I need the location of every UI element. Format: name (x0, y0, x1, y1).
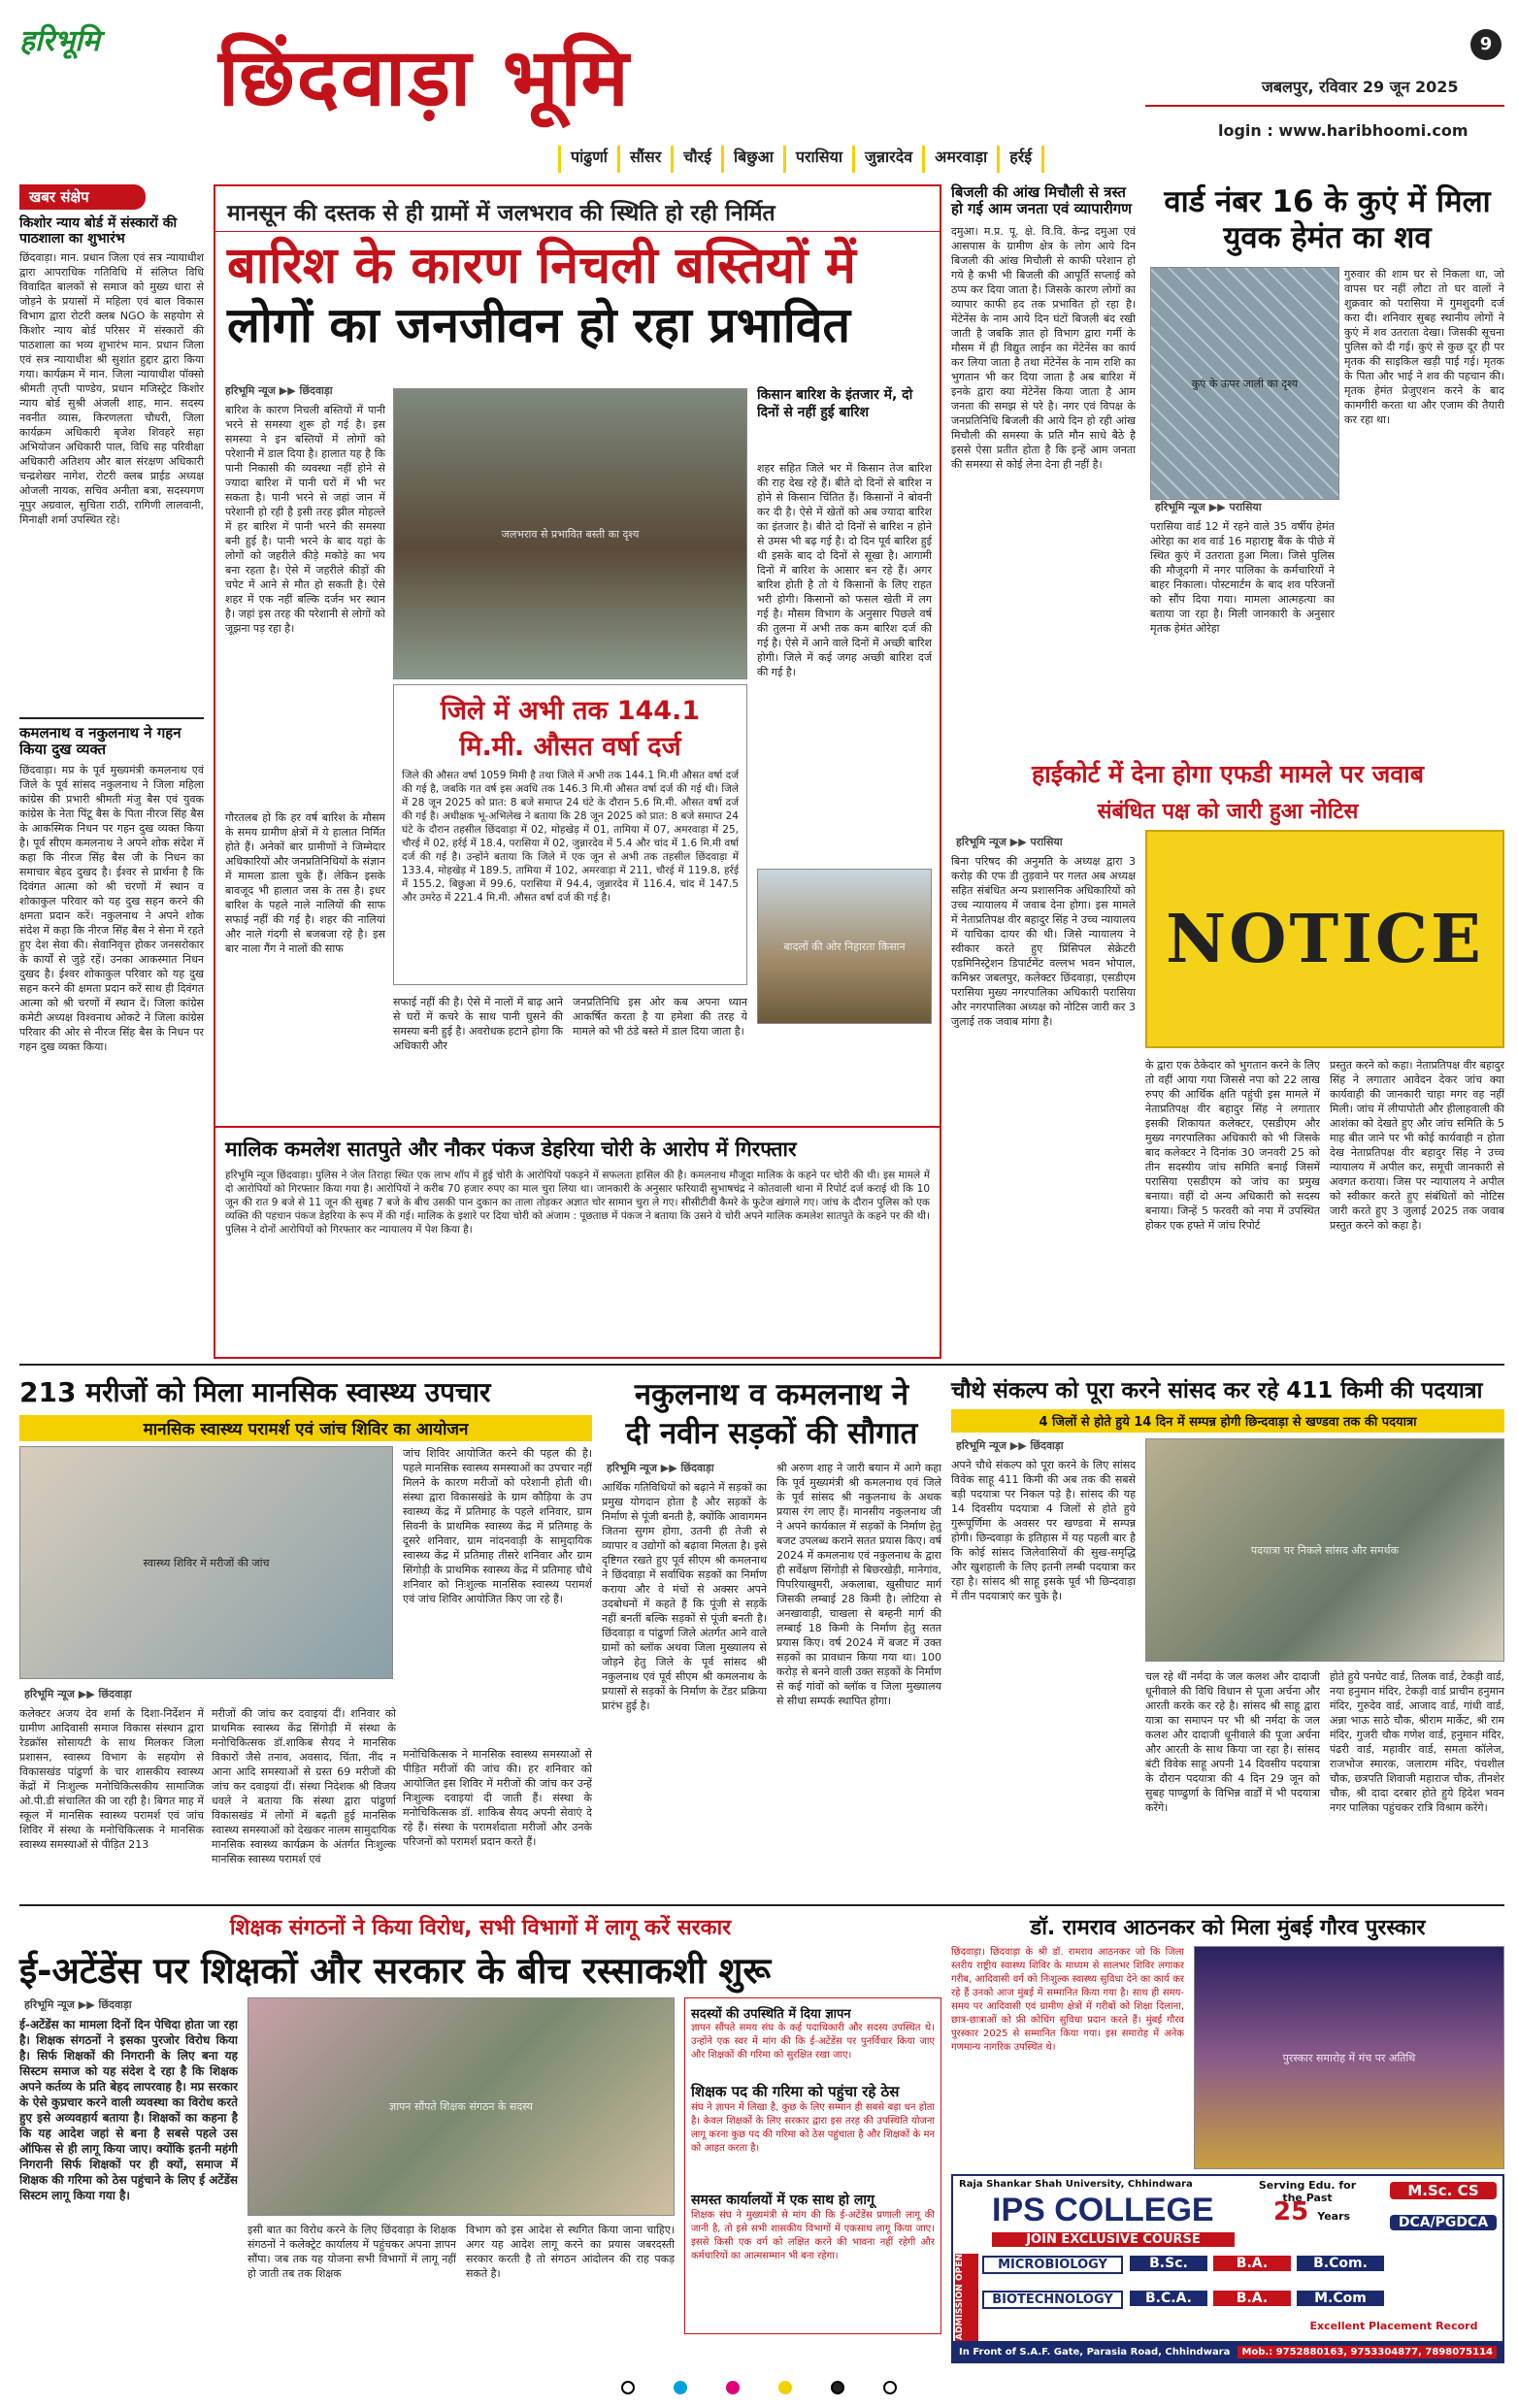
teacher-kicker: शिक्षक संगठनों ने किया विरोध, सभी विभागों में लागू करें सरकार (229, 1916, 732, 1940)
brief-item1-headline: किशोर न्याय बोर्ड में संस्कारों की पाठशाला का शुभारंभ (19, 215, 178, 247)
rainfall-box-headline-2: मि.मी. औसत वर्षा दर्ज (459, 732, 681, 762)
mental-body-1: जांच शिविर आयोजित करने की पहल की है। पहले मानसिक स्वास्थ्य समस्याओं का उपचार नहीं मिलने के कारण मरीजों को परेशानी होती थी। संस्था द्वारा विकासखंडे के ग्राम कौड़िया के उप स्वास्थ्य केंद्र में प्रतिमाह के पहले शनिवार, ग्राम सिवनी के प्राथमिक स्वास्थ्य केंद्र में प्रतिमाह के दूसरे शनिवार, ग्राम नांदनवाड़ी के सामुदायिक स्वास्थ्य केंद्र में प्रतिमाह तीसरे शनिवार और ग्राम सिंगोड़ी के प्राथमिक स्वास्थ्य केंद्र में प्रतिमाह चौथे शनिवार को निःशुल्क मानसिक स्वास्थ्य परामर्श एवं जांच शिविर आयोजित किए जा रहे हैं। (403, 1447, 592, 1605)
teacher-body-3: विभाग को इस आदेश से स्थगित किया जाना चाहिए। अगर यह आदेश लागू करने का प्रयास जबरदस्ती सरकार करती है तो संगठन आंदोलन की राह पकड़ सकते है। (466, 2224, 675, 2280)
brief-item2-body: छिंदवाड़ा। मप्र के पूर्व मुख्यमंत्री कमलनाथ एवं जिले के पूर्व सांसद नकुलनाथ ने जिला महिला कांग्रेस की प्रभारी श्रीमती मंजु बैस एवं युवक कांग्रेस के नेता पिंटू बैस के पिता नीरज सिंह बैस के आकस्मिक निधन पर गहन दुख व्यक्त किया है। पूर्व सीएम कमलनाथ ने अपने शोक संदेश में कहा कि नीरज सिंह बैस जी के निधन का समाचार बेहद दुखद है। ईश्वर से प्रार्थना है कि दिवंगत आत्मा को श्री चरणों में स्थान व शोकाकुल परिवार को यह दुख सहन करने की क्षमता प्रदान करें। नकुलनाथ ने अपने शोक संदेश में कहा कि नीरज सिंह बैस ने सेना में रहते हुए देश सेवा की। सेवानिवृत्त होकर जनसरोकार के कार्यों से जुड़े रहें। उनका आकस्मात निधन दुखद है। ईश्वर शोकाकुल परिवार को यह दुख सहन करने की क्षमता प्रदान करें साथ ही दिवंगत आत्मा को श्री चरणों में स्थान दें। जिला कांग्रेस कमेटी अध्यक्ष विश्वनाथ ओकटे ने जिला कांग्रेस परिवार की ओर से नीरज सिंह बैस के निधन पर गहन दुख व्यक्त किया। (19, 763, 204, 1053)
teacher-box-headline-3: समस्त कार्यालयों में एक साथ हो लागू (691, 2193, 874, 2208)
mental-photo-caption: स्वास्थ्य शिविर में मरीजों की जांच (143, 1556, 270, 1569)
well-byline: हरिभूमि न्यूज ▶▶ परासिया (1155, 501, 1262, 513)
padyatra-body-3: होते हुये पनघेट वार्ड, तिलक वार्ड, टेकड़ी वार्ड, नया हनुमान मंदिर, टेकड़ी वार्ड प्राचीन हनुमान मंदिर, गुरुदेव वार्ड, आजाद वार्ड, गांधी वार्ड, अन्ना भाऊ साठे चौक, श्रीराम मार्केट, श्री राम मंदिर, गुजरी चौक गणेश वार्ड, हनुमान मंदिर, पंढरी वार्ड, महावीर वार्ड, समता कॉलेज, राजभोज स्मारक, जलाराम मंदिर, पंचशील चौक, छत्रपति शिवाजी महाराज चौक, तीनशेर चौक, श्री दादा दरबार होते हुये हिदेश भवन नगर पालिका पहुंचकर रात्रि विश्राम करेंगे। (1330, 1670, 1504, 1814)
section-rule-1 (19, 1364, 1504, 1366)
padyatra-byline: हरिभूमि न्यूज ▶▶ छिंदवाड़ा (956, 1439, 1064, 1452)
mental-subhead: मानसिक स्वास्थ्य परामर्श एवं जांच शिविर का आयोजन (19, 1415, 592, 1441)
teacher-box-body-2: संघ ने ज्ञापन में लिखा है, कुछ के लिए सम्मान ही सबसे बड़ा धन होता है। केवल शिक्षकों के लिए सरकार द्वारा इस तरह की उपस्थिति योजना लागू करना कुछ पद की गरिमा को ठेस पहुंचाता है और शिक्षकों के मन को आहत करता है। (691, 2102, 935, 2154)
town-5: परासिया (783, 146, 852, 173)
teacher-box-body-1: ज्ञापन सौंपते समय संघ के कई पदाधिकारी और सदस्य उपस्थित थे। उन्होंने एक स्वर में मांग की कि ई-अटेंडेंस पर पुनर्विचार किया जाए और शिक्षकों की गरिमा को सुरक्षित रखा जाए। (691, 2023, 935, 2061)
highcourt-body-3: प्रस्तुत करने को कहा। नेताप्रतिपक्ष वीर बहादुर सिंह ने लगातार आवेदन देकर जांच क्या कार्यवाही की जानकारी चाहा मगर वह नहीं मिली। जांच में लीपापोती और हीलाहवाली की आशंका को देखते हुए और जांच समिति के 5 माह बीत जाने पर भी कोई कार्यवाही न होता देख नेताप्रतिपक्ष वीर बहादुर सिंह ने उच्च न्यायालय में अपील कर, समूची जानकारी से अवगत कराया। जिस पर न्यायालय ने अपील को स्वीकार करते हुए संबंधितों को नोटिस जारी करते हुए 3 जुलाई 2025 तक जवाब प्रस्तुत करने को कहा है। (1330, 1059, 1504, 1232)
award-headline: डॉ. रामराव आठनकर को मिला मुंबई गौरव पुरस्कार (1030, 1916, 1426, 1940)
teacher-box-body-3: शिक्षक संघ ने मुख्यमंत्री से मांग की कि ई-अटेंडेंस प्रणाली लागू की जानी है, तो इसे सभी शासकीय विभागों में एकसाथ लागू किया जाए। इससे किसी एक वर्ग को लक्षित करने की भावना नहीं रहेगी और कर्मचारियों का आत्मसम्मान भी बना रहेगा। (691, 2210, 935, 2261)
notice-word: NOTICE (1166, 900, 1484, 978)
town-4: बिछुआ (721, 146, 783, 173)
teacher-box-headline-2: शिक्षक पद की गरिमा को पहुंचा रहे ठेस (691, 2083, 900, 2100)
well-photo-caption: कुएं के ऊपर जाली का दृश्य (1191, 377, 1299, 390)
brief-item2-headline: कमलनाथ व नकुलनाथ ने गहन किया दुख व्यक्त (19, 724, 182, 759)
padyatra-photo-caption: पदयात्रा पर निकले सांसद और समर्थक (1250, 1543, 1400, 1557)
electricity-body: दमुआ। म.प्र. पू. क्षे. वि.वि. केन्द्र दमुआ एवं आसपास के ग्रामीण क्षेत्र के लोग आये दिन बिजली की आंख मिचौली से काफी परेशान हो गये है कभी भी बिजली की आपूर्ति सप्लाई को ठप्प कर दिया जाता है। जिसके कारण लोगों का व्यापार काफी हद तक प्रभावित हो रहा है। मेंटेनेंस के नाम आये दिन घंटों बिजली बंद रखी जाती है जबकि ज्ञात हो विभाग द्वारा गर्मी के मौसम में ही विद्युत लाईन का मेंटेनेंस का कार्य कर लिया जाता है तथा मेंटेनेंस के नाम राशि का भुगतान भी कर दिया जाता है अब बारिश में इनके द्वारा क्या मेंटेनेंस किया जाता है आम जनता की समझ से परे है। नगर एवं विपक्ष के जनप्रतिनिधि बिजली की आये दिन हो रही आंख मिचौली की समस्या के प्रति मौन साधे बैठे है इससे ऐसा प्रतीत होता है कि इन्हें आम जनता की समस्या से कोई लेना देना ही नहीं है। (951, 224, 1136, 471)
ad-serving: Serving Edu. for the Past (1258, 2179, 1357, 2204)
ad-degree-bcom: B.Com. (1297, 2256, 1384, 2271)
padyatra-body-2: चल रहे थीं नर्मदा के जल कलश और दादाजी धूनीवाले की विधि विधान से पूजा अर्चना और आरती करके कर रहे है। सांसद श्री साहू द्वारा यात्रा का समापन पर भी श्री नर्मदा के जल कलश और दादाजी धूनीवाले की पूजा अर्चना और आरती के साथ किया जा रहा है। सांसद बंटी विवेक साहू अपनी 14 दिवसीय पदयात्रा के दौरान पदयात्रा की 4 दिन 29 जून को सुबह पाण्ढुर्णा के विभिन्न वार्डों में भी पदयात्रा करेंगे। (1145, 1670, 1320, 1814)
town-7: अमरवाड़ा (922, 146, 997, 173)
roads-body-1: आर्थिक गतिविधियों को बढ़ाने में सड़कों का प्रमुख योगदान होता है और सड़कों के निर्माण से पूंजी बनती है, क्योंकि आवागमन जितना सुगम होगा, उतनी ही तेजी से व्यापार व उद्योगों को बढ़ावा मिलता है। इसे दृष्टिगत रखते हुए पूर्व सीएम श्री कमलनाथ ने छिंदवाड़ा में सर्वाधिक सड़कों का निर्माण कराया और वे मंचों से अक्सर अपने उदबोधनों में कहते हैं कि पूंजी से सड़कें नहीं बनतीं बल्कि सड़कों से पूंजी बनती है। छिंदवाड़ा व पांढुर्णा जिले अंतर्गत आने वाले ग्रामों को ब्लॉक अथवा जिला मुख्यालय से जोड़ने हेतु जिले के पूर्व सांसद श्री नकुलनाथ एवं पूर्व सीएम श्री कमलनाथ के प्रयासों से सड़कों के निर्माण के टेंडर प्रक्रिया प्रारंभ हुई है। (602, 1481, 767, 1712)
ad-placement: Excellent Placement Record (1309, 2320, 1478, 2332)
registration-mark-icon (883, 2381, 897, 2394)
theft-body: हरिभूमि न्यूज छिंदवाड़ा। पुलिस ने जेल तिराहा स्थित एक लाभ शॉप में हुई चोरी के आरोपियों पकड़ने में सफलता हासिल की है। कमलनाथ मौजूदा मालिक के कहने पर चोरी की थी। इस मामले में दो आरोपियों को गिरफ्तार किया गया है। आरोपियों ने करीब 70 हजार रुपए का माल चुरा लिया था। जानकारी के अनुसार फरियादी सुभाषचंद्र ने कोतवाली थाना में रिपोर्ट दर्ज कराई थी कि 10 जून की रात 9 बजे से 11 जून की सुबह 7 बजे के बीच उसकी पान दुकान का ताला तोड़कर अज्ञात चोर सामान चुरा ले गए। सीसीटीवी कैमरे के फुटेज खंगाले गए। जांच के दौरान पुलिस को एक व्यक्ति की पहचान पंकज डेहरिया के रूप में की गई। मालिक के इशारे पर दिया चोरी को अंजाम : पूछताछ में पंकज ने बताया कि उसने ये चोरी अपने मालिक कमलेश सातपुते के कहने पर की थी। पुलिस ने दोनों आरोपियों को गिरफ्तार कर न्यायालय में पेश किया है। (225, 1170, 930, 1236)
ad-degree-ba: B.A. (1213, 2256, 1291, 2271)
well-photo (1150, 267, 1339, 500)
registration-mark-icon (831, 2381, 844, 2394)
teacher-photo-caption: ज्ञापन सौंपते शिक्षक संगठन के सदस्य (389, 2100, 533, 2113)
lead-photo-flood (393, 388, 747, 679)
electricity-story (951, 184, 1136, 757)
roads-byline: हरिभूमि न्यूज ▶▶ छिंदवाड़ा (607, 1462, 714, 1474)
registration-mark-icon (726, 2381, 740, 2394)
brief-item1-body: छिंदवाड़ा। मान. प्रधान जिला एवं सत्र न्यायाधीश द्वारा आपराधिक गतिविधि में संलिप्त विधि विवादित बालकों से समाज को मुख्य धारा से जोड़ने के प्रयासों में महिला एवं बाल विकास विभाग द्वारा रोटरी क्लब NGO के सहयोग से किशोर न्याय बोर्ड परिसर में संस्कारों की पाठशाला का भव्य शुभारंभ मान. प्रधान जिला एवं सत्र न्यायाधीश श्री सुशांत हुद्दार द्वारा किया गया। कार्यक्रम में मान. जिला न्यायाधीश पॉक्सो श्रीमती तृप्ती पाण्डेय, प्रधान मजिस्ट्रेट किशोर न्याय बोर्ड सुश्री अंजली शाह, मान. सदस्य नवनीत व्यास, किरणलता चौधरी, जिला कार्यक्रम अधिकारी बृजेश शिवहरे सहा अभियोजन अधिकारी पाल, विधि सह परिवीक्षा अधिकारी अतिशय और बाल संरक्षण अधिकारी चन्द्रशेखर नागेश, रोटरी क्लब प्राईड अध्यक्ष ओजली नायक, सचिव अनीता बत्रा, सदस्यगण नूपुर अग्रवाल, सुचिता राठी, रागिणी लालवानी, मिनाक्षी शर्मा उपस्थित रहे। (19, 251, 204, 527)
brief-divider (19, 717, 204, 719)
teacher-byline: हरिभूमि न्यूज ▶▶ छिंदवाड़ा (24, 1998, 132, 2011)
electricity-headline: बिजली की आंख मिचौली से त्रस्त हो गई आम जनता एवं व्यापारीगण (951, 183, 1133, 218)
lead-body-4: जनप्रतिनिधि इस ओर कब अपना ध्यान आकर्षित करता है या हमेशा की तरह ये मामले को भी ठंडे बस्ते में डाल दिया जाता है। (573, 996, 747, 1038)
highcourt-body-2: के द्वारा एक ठेकेदार को भुगतान करने के लिए तो वहीं आया गया जिससे नपा को 22 लाख रुपए की आर्थिक क्षति पहुंची इस मामले में नेताप्रतिपक्ष वीर बहादुर सिंह ने लगातार इसकी शिकायत कलेक्टर, एसडीएम और मुख्य नगरपालिका अधिकारी को भी जिसके बाद कलेक्टर ने दिनांक 30 जनवरी 25 को तीन सदस्यीय जांच समिति बनाई जिसमें परासिया एसडीएम को जांच का प्रमुख बनाया। वहीं दो अन्य अधिकारी को सदस्य बनाया। जिन्हें 5 फरवरी को नपा में उपस्थित होकर एक हफ्ते में जांच रिपोर्ट (1145, 1059, 1320, 1232)
ad-course-microbiology: MICROBIOLOGY (982, 2256, 1123, 2274)
login-link[interactable]: login : www.haribhoomi.com (1218, 121, 1468, 140)
ad-years-label: Years (1317, 2210, 1351, 2223)
lead-headline-1: बारिश के कारण निचली बस्तियों में (227, 237, 856, 295)
lead-photo-farmer (757, 869, 932, 1024)
registration-mark-icon (621, 2381, 635, 2394)
teacher-photo (248, 1997, 675, 2216)
section-rule-2 (19, 1904, 1504, 1906)
rainfall-box-body: जिले की औसत वर्षा 1059 मिमी है तथा जिले में अभी तक 144.1 मि.मी औसत वर्षा दर्ज की गई है, जबकि गत वर्ष इस अवधि तक 146.3 मि.मी औसत वर्षा दर्ज की गई थी। जिले में 28 जून 2025 को प्रात: 8 बजे समाप्त 24 घंटे के दौरान 5.6 मि.मी. औसत वर्षा दर्ज की गई है। अधीक्षक भू-अभिलेख ने बताया कि 28 जून 2025 को प्रात: 8 बजे समाप्त 24 घंटे के दौरान तहसील छिंदवाड़ा में 02, मोहखेड़ में 01, तामिया में 07, अमरवाड़ा में 25, चौरई में 02, हर्रई में 18.4, परासिया में 02, जुन्नारदेव में 5.4 और चांद में 1.6 मि.मी वर्षा दर्ज की गई है। उन्होंने बताया कि जिले में एक जून से अभी तक तहसील छिंदवाड़ा में 133.4, मोहखेड़ में 189.5, तामिया में 102, अमरवाड़ा में 211, चौरई में 119.8, हर्रई में 155.2, बिछुआ में 99.6, परासिया में 94.4, जुन्नारदेव में 116.4, चांद में 147.5 और उमरेठ में 221.4 मि.मी. औसत वर्षा दर्ज की गई है। (402, 770, 739, 904)
mental-body-3: मरीजों की जांच कर दवाइयां दीं। शनिवार को प्राथमिक स्वास्थ्य केंद्र सिंगोड़ी में संस्था के मनोचिकित्सक डॉ.शाकिब सैयद ने मानसिक विकारों जैसे तनाव, अवसाद, चिंता, नींद न आना आदि समस्याओं से ग्रस्त 69 मरीजों की जांच कर दवाइयां दीं। संस्था निदेशक श्री विजय धवले ने बताया कि संस्था द्वारा पांढुर्णा विकासखंड में लोगों में बढ़ती हुई मानसिक स्वास्थ्य समस्याओं को देखकर नालम सामुदायिक मानसिक स्वास्थ्य कार्यक्रम के अंतर्गत निःशुल्क मानसिक स्वास्थ्य परामर्श एवं (212, 1707, 396, 1865)
mental-byline: हरिभूमि न्यूज ▶▶ छिंदवाड़ा (24, 1688, 132, 1700)
town-6: जुन्नारदेव (852, 146, 922, 173)
ad-address: In Front of S.A.F. Gate, Parasia Road, Chhindwara (959, 2346, 1231, 2358)
teacher-body-1: ई-अटेंडेंस का मामला दिनों दिन पेचिदा होता जा रहा है। शिक्षक संगठनों ने इसका पुरजोर विरोध किया है। सिर्फ शिक्षकों की निगरानी के लिए बना यह सिस्टम समाज को यह संदेश दे रहा है कि शिक्षक अपने कर्तव्य के प्रति बेहद लापरवाह है। मप्र सरकार के ऐसे कुप्रचार करने वाली व्यवस्था का विरोध करते हुए इसे अव्यवहार्य बताया है। शिक्षकों का कहना है कि यह आदेश जहां से बना है सबसे पहले उस ऑफिस से ही लागू किया जाए। क्योंकि इतनी महंगी निगरानी सिर्फ शिक्षकों पर ही क्यों, समाज में शिक्षक की गरिमा को ठेस पहुंचाने के लिए ई अटेंडेंस सिस्टम लागू किया गया है। (19, 2018, 238, 2202)
lead-body-1: बारिश के कारण निचली बस्तियों में पानी भरने से समस्या शुरू हो गई है। इस समस्या ने इन बस्तियों में लोगों को परेशानी में डाल दिया है। हालात यह है कि पानी निकासी की व्यवस्था नहीं होने से ज्यादा बारिश में पानी घरों में भी भर सकता है। पानी भरने से जहां जान में परेशानी हो रही है इसी तरह झील मोहल्ले में हर बारिश में पानी भरने की समस्या बनी हुई है। पानी भरने के बाद यहां के लोगों को जहरीले कीड़े मकोड़े का भय बना रहता है। ऐसे में जहरीले कीड़ों की चपेट में आने से मौत हो सकती है। ऐसे शहर में एक नहीं बल्कि दर्जन भर स्थान है। जहां इस तरह की परेशानी से लोगों को जूझना पड़ रहा है। (225, 404, 385, 635)
ad-degree-bca: B.C.A. (1130, 2291, 1207, 2306)
teacher-box-headline-1: सदस्यों की उपस्थिति में दिया ज्ञापन (691, 2007, 851, 2022)
lead-photo-farmer-caption: बादलों की ओर निहारता किसान (783, 940, 906, 953)
notice-image (1145, 830, 1504, 1048)
well-headline: वार्ड नंबर 16 के कुएं में मिला युवक हेमंत का शव (1164, 184, 1491, 256)
town-1: पांढुर्णा (558, 146, 617, 173)
town-2: सौंसर (617, 146, 671, 173)
highcourt-subhead: संबंधित पक्ष को जारी हुआ नोटिस (1097, 800, 1359, 824)
town-8: हर्रई (997, 146, 1044, 173)
registration-mark-icon (778, 2381, 792, 2394)
roads-body-2: श्री अरुण शाह ने जारी बयान में आगे कहा कि पूर्व मुख्यमंत्री श्री कमलनाथ एवं जिले के पूर्व सांसद श्री नकुलनाथ के अथक प्रयास रंग लाए हैं। मानसीय नकुलनाथ जी ने अपने कार्यकाल में सड़कों के निर्माण हेतु बजट उपलब्ध कराने सतत प्रयास किए। वर्ष 2024 में कमलनाथ एवं नकुलनाथ के द्वारा ही सर्वेक्षण सिंगोड़ी से बिछरखेड़ी, मानेगांव, पिपरियाखुमरी, अकलाबा, खुसीघाट मार्ग जिसकी लम्बाई 28 किमी है। लोटिया से अनखावाड़ी, चाखला से बम्हनी मार्ग की लम्बाई 18 किमी के निर्माण हेतु सतत प्रयास किए। वर्ष 2024 में बजट में उक्त सड़कों का प्रावधान किया गया था। 100 करोड़ से बनने वाली उक्त सड़कों के निर्माण से कई गांवों को ब्लॉक व जिला मुख्यालय से सीधा सम्पर्क स्थापित होगा। (776, 1462, 941, 1707)
ad-course-biotechnology: BIOTECHNOLOGY (982, 2291, 1123, 2309)
ips-college-ad (951, 2174, 1504, 2363)
ad-mobile: Mob.: 9752880163, 9753304877, 7898075114 (1238, 2346, 1497, 2359)
lead-photo-flood-caption: जलभराव से प्रभावित बस्ती का दृश्य (501, 527, 640, 541)
lead-side-headline: किसान बारिश के इंतजार में, दो दिनों से नहीं हुई बारिश (757, 387, 913, 420)
teacher-headline: ई-अटेंडेंस पर शिक्षकों और सरकार के बीच रस्साकशी शुरू (19, 1950, 772, 1992)
towns-bar (558, 146, 1044, 173)
ad-university: Raja Shankar Shah University, Chhindwara (959, 2179, 1193, 2190)
masthead (0, 0, 1518, 166)
ad-footer (953, 2341, 1502, 2362)
lead-kicker: मानसून की दस्तक से ही ग्रामों में जलभराव की स्थिति हो रही निर्मित (215, 186, 940, 232)
mental-body-4: मनोचिकित्सक ने मानसिक स्वास्थ्य समस्याओं से पीड़ित मरीजों की जांच की। हर शनिवार को आयोजित इस शिविर में मरीजों की जांच कर उन्हें निःशुल्क दवाइयां दी जाती हैं। संस्था के मनोचिकित्सक डॉ. शाकिब सैयद अपनी सेवाएं दे रहे हैं। संस्था के परामर्शदाता मरीजों और उनके परिजनों को परामर्श प्रदान करते हैं। (403, 1748, 592, 1848)
ad-tagline: JOIN EXCLUSIVE COURSE (992, 2232, 1235, 2247)
padyatra-photo (1145, 1438, 1504, 1662)
ad-years (1273, 2197, 1350, 2227)
award-body: छिंदवाड़ा। छिंदवाड़ा के श्री डॉ. रामराव आठनकर जो कि जिला स्तरीय राष्ट्रीय स्वास्थ्य शिविर के माध्यम से सालभर शिविर लगाकर गरीब, आदिवासी वर्ग को निःशुल्क स्वास्थ्य सुविधा देने का कार्य कर रहे हैं उनको आज मुंबई में सम्मानित किया गया है। साथ ही समय-समय पर आदिवासी एवं ग्रामीण क्षेत्रों में गरीबों को शिक्षा दिलाना, छात्र-छात्राओं को फ्री कोचिंग सुविधा प्रदान करते हैं। मुंबई गौरव पुरस्कार 2025 से सम्मानित किया गया। इस समारोह में अनेक गणमान्य नागरिक उपस्थित थे। (951, 1947, 1184, 2053)
ad-degree-mcom: M.Com (1297, 2291, 1384, 2306)
theft-headline: मालिक कमलेश सातपुते और नौकर पंकज डेहरिया चोरी के आरोप में गिरफ्तार (225, 1138, 797, 1161)
rainfall-box-headline-1: जिले में अभी तक 144.1 (440, 696, 701, 726)
lead-headline-2: लोगों का जनजीवन हो रहा प्रभावित (227, 296, 851, 353)
highcourt-body-1: बिना परिषद की अनुमति के अध्यक्ष द्वारा 3 करोड़ की एफ डी तुड़वाने पर गलत अब अध्यक्ष सहित संबंधित अन्य प्रशासनिक अधिकारियों को उच्च न्यायालय में जवाब देना होगा। इस मामले में नेताप्रतिपक्ष वीर बहादुर सिंह ने उच्च न्यायालय में याचिका दायर की थी। जिसे न्यायालय ने स्वीकार करते हुए प्रिंसिपल सेक्रेटरी एडमिनिस्ट्रेशन डिपार्टमेंट वल्लभ भवन भोपाल, कमिश्नर जबलपुर, कलेक्टर छिंदवाड़ा, एसडीएम परासिया मुख्य नगरपालिका अधिकारी परासिया और नगरपालिका अध्यक्ष को नोटिस जारी कर 3 जुलाई तक जवाब मांगा है। (951, 855, 1136, 1028)
teacher-body-2: इसी बात का विरोध करने के लिए छिंदवाड़ा के शिक्षक संगठनों ने कलेक्ट्रेट कार्यालय में पहुंचकर अपना ज्ञापन सौंपा। जब तक यह योजना सभी विभागों में लागू नहीं हो जाती तब तक शिक्षक (248, 2224, 456, 2280)
lead-body-3: सफाई नहीं की है। ऐसे में नालों में बाढ़ आने से घरों में कचरे के साथ पानी घुसने की समस्या बनी हुई है। अवरोधक हटाने होगा कि अधिकारी और (393, 996, 563, 1052)
padyatra-body-1: अपने चौथे संकल्प को पूरा करने के लिए सांसद विवेक साहू 411 किमी की अब तक की सबसे बड़ी पदयात्रा पर निकल पड़े है। सांसद की यह 14 दिवसीय पदयात्रा 4 जिलों से होते हुये गुरूपूर्णिमा के अवसर पर खण्डवा में सम्पन्न होगी। छिन्दवाड़ा के इतिहास में यह पहली बार है कि कोई सांसद जिलेवासियों की सुख-समृद्धि और खुशहाली के लिए इतनी लम्बी पदयात्रा कर रहा है। सांसद श्री साहू इसके पूर्व भी छिन्दवाड़ा में तीन पदयात्राएं कर चुके है। (951, 1459, 1136, 1602)
masthead-rule (1145, 105, 1504, 107)
teacher-sidebar-box (684, 1997, 941, 2334)
rainfall-box (393, 684, 747, 985)
well-body-2: गुरुवार की शाम घर से निकला था, जो वापस घर नहीं लौटा तो घर वालों ने शुक्रवार को परासिया में गुमशुदगी दर्ज करा दी। शनिवार सुबह स्थानीय लोगों ने कुएं में शव उतराता देखा। जिसकी सूचना पुलिस को दी गई। कुएं से कुछ दूर ही पर मृतक की साइकिल खड़ी पाई गई। मृतक के पिता और भाई ने शव की पहचान की। मृतक हेमंत प्रेजुएशन करने के बाद कामगीरी करता था और एजाम की तैयारी कर रहा था। (1344, 268, 1504, 426)
ad-degree-dca: DCA/PGDCA (1390, 2215, 1497, 2230)
brief-label: खबर संक्षेप (19, 184, 146, 210)
ad-degree-bsc: B.Sc. (1130, 2256, 1207, 2271)
ad-degree-ba-2: B.A. (1213, 2291, 1291, 2306)
brand-logo: हरिभूमि (19, 24, 100, 58)
page-number: 9 (1470, 29, 1502, 60)
award-photo-caption: पुरस्कार समारोह में मंच पर अतिथि (1282, 2051, 1416, 2064)
dateline: जबलपुर, रविवार 29 जून 2025 (1262, 78, 1459, 96)
page-title: छिंदवाड़ा भूमि (218, 32, 631, 124)
mental-photo (19, 1446, 393, 1679)
print-registration-bar (0, 2373, 1518, 2402)
news-brief-column (19, 184, 204, 1417)
highcourt-byline: हरिभूमि न्यूज ▶▶ परासिया (956, 836, 1063, 848)
roads-headline-2: दी नवीन सड़कों की सौगात (625, 1416, 918, 1451)
padyatra-headline: चौथे संकल्प को पूरा करने सांसद कर रहे 411 किमी की पदयात्रा (951, 1378, 1483, 1403)
highcourt-headline: हाईकोर्ट में देना होगा एफडी मामले पर जवाब (1031, 760, 1424, 788)
roads-headline-1: नकुलनाथ व कमलनाथ ने (634, 1377, 909, 1412)
town-3: चौरई (671, 146, 721, 173)
theft-story (215, 1126, 940, 1357)
registration-mark-icon (674, 2381, 687, 2394)
ad-years-number: 25 (1273, 2197, 1309, 2227)
mental-headline: 213 मरीजों को मिला मानसिक स्वास्थ्य उपचार (19, 1376, 491, 1408)
lead-byline: हरिभूमि न्यूज ▶▶ छिंदवाड़ा (225, 384, 333, 397)
mental-body-2: कलेक्टर अजय देव शर्मा के दिशा-निर्देशन में ग्रामीण आदिवासी समाज विकास संस्थान द्वारा रेडक्रॉस सोसायटी के साथ मिलकर जिला प्रशासन, स्वास्थ्य विभाग के सहयोग से विकासखंड पांढुर्णा के चार शासकीय स्वास्थ्य केंद्रों में निःशुल्क मनोचिकित्सकीय सामाजिक ओ.पी.डी संचालित की जा रही है। बिगत माह में स्कूल में मानसिक स्वास्थ्य परामर्श एवं जांच शिविर में संस्था के मनोचिकित्सक ने मानसिक स्वास्थ्य समस्याओं से पीड़ित 213 (19, 1707, 204, 1851)
ad-degree-msc-cs: M.Sc. CS (1390, 2182, 1497, 2199)
award-photo (1194, 1946, 1504, 2169)
lead-side-body: शहर सहित जिले भर में किसान तेज बारिश की राह देख रहे हैं। बीते दो दिनों से बारिश न होने से किसान चिंतित हैं। किसानों ने बोवनी कर दी है। ऐसे में खेतों को अब ज्यादा बारिश का इंतजार है। बीते दो दिनों से बारिश न होने से उमस भी बढ़ गई है। दो दिन पूर्व बारिश हुई थी इसके बाद दो दिनों से सूखा है। आगामी दिनों में बारिश के आसार बन रहे हैं। अगर बारिश होती है तो ये किसानों के लिए राहत भरी होगी। किसानों को फसल खेती में लग गई है। मौसम विभाग के अनुसार पिछले वर्ष की तुलना में अभी तक कम बारिश दर्ज की गई है। ऐसे में आने वाले दिनों में अच्छी बारिश होगी। जिले में कई जगह अच्छी बारिश दर्ज की गई है। (757, 462, 932, 678)
ad-college-name: IPS COLLEGE (992, 2192, 1214, 2228)
well-body-1: परासिया वार्ड 12 में रहने वाले 35 वर्षीय हेमंत ओरेहा का शव वार्ड 16 महाराष्ट्र बैंक के पीछे में स्थित कुएं में उतराता हुआ मिला। जिसे पुलिस की मौजूदगी में नगर पालिका के कर्मचारियों ने बाहर निकाला। पोस्टमार्टम के बाद शव परिजनों को सौंप दिया गया। मामला आत्महत्या का बताया जा रहा है। मिली जानकारी के अनुसार मृतक हेमंत ओरेहा (1150, 520, 1335, 635)
ad-admission-open: ADMISSION OPEN (955, 2254, 978, 2341)
padyatra-subhead: 4 जिलों से होते हुये 14 दिन में सम्पन्न होगी छिन्दवाड़ा से खण्डवा तक की पदयात्रा (951, 1409, 1504, 1433)
lead-body-2: गौरतलब हो कि हर वर्ष बारिश के मौसम के समय ग्रामीण क्षेत्रों में ये हालात निर्मित होते हैं। अनेकों बार ग्रामीणों ने जिम्मेदार अधिकारियों और जनप्रतिनिधियों के संज्ञान में मामला डाला चुके हैं। लेकिन इसके बावजूद भी हालात जस के तस है। इधर बारिश के पहले नाले नालियों की साफ सफाई नहीं की गई है। शहर की नालियां और नाले गंदगी से बजबजा रहे है। इस बार नाला गैंग ने नालों की साफ (225, 811, 385, 955)
